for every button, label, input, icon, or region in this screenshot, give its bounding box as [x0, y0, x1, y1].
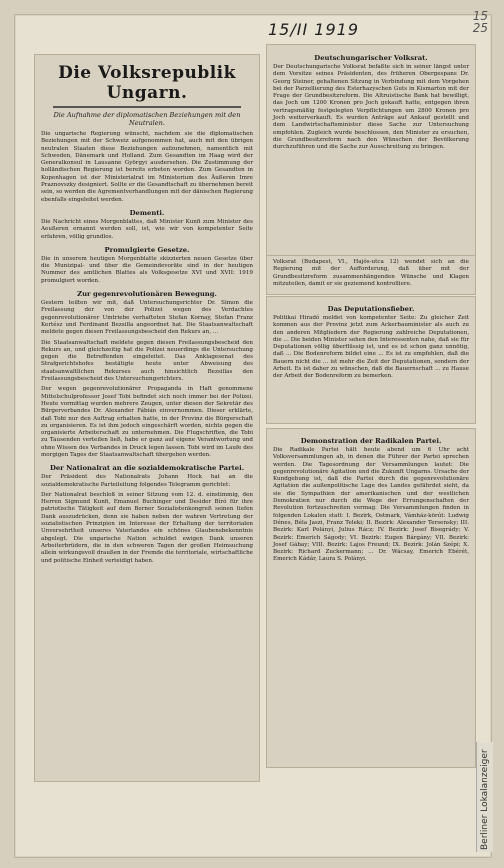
- article-paragraph: Politikai Hiradó meldet von kompetenter Seite: Zu gleicher Zeit kommen aus der Provinz jetzt zum Ackerbauminister als auch zu den anderen Mitgliedern der Regierung zahlreiche Deputationen, die ... Die beiden Minister sehen den Interessenten nahe, daß sie für Deputationen völlig überflüssig ist, und es ist schon ganz unnötig, daß ... Die Bodenreform bildet eine ... Es ist zu empfehlen, daß die Bauern nicht die ... ist mehr die Zeit der Deputationen, sondern der Arbeit. Es ist daher zu wünschen, daß die Bauernschaft ... zu Hause der Arbeit der Bodenreform zu bemerken.: [273, 315, 469, 380]
- main-headline: Die Volksrepublik Ungarn.: [58, 63, 236, 103]
- clipping-deputationsfieber: [266, 296, 476, 424]
- section-heading-dementi: Dementi.: [129, 208, 165, 217]
- clipping-title: Demonstration der Radikalen Partei.: [300, 437, 442, 445]
- section-heading-nationalrat: Der Nationalrat an die sozialdemokratische Partei.: [49, 464, 245, 473]
- article-paragraph: Der Deutschungarische Volksrat befaßte sich in seiner längst unter dem Vorsitze seines Präsidenten, des früheren Obergespans Dr. Georg Steiner, gehaltenen Sitzung in Verbindung mit dem Vorgehen bei der Parzellierung des Esterhazyschen Guts in Kismarton mit der Frage der Grundbesitzreform. Die Altruistische Bank hat bewilligt, das Joch um 1200 Kronen pro Joch gekauft hatte, entgegen ihren vertragsmäßig festgelegten Verpflichtungen um 2800 Kronen pro Joch weiterverkauft. Es wurden Anträge auf Ankauf gestellt und dem Landwirtschaftsminister diese Sache zur Untersuchung empfohlen. Zugleich wurde beschlossen, den Minister zu ersuchen, die Grundbesitzreform nach den Wünschen der Bevölkerung durchzuführen und die Sache zur Ausschreitung zu bringen.: [273, 64, 469, 151]
- section-heading-gegenrevolution: Zur gegenrevolutionären Bewegung.: [77, 290, 217, 299]
- article-paragraph: Die Staatsanwaltschaft meldete gegen diesen Freilassungsbescheid den Rekurs an, und gleichzeitig hat die Polizei neuerdings die Untersuchung gegen die Betreffenden eingeleitet. Das Anklagesenat des Strafgerichtshofes bestätigte heute unter Abweisung des staatsanwaltlichen Rekurses auch hinsichtlich Bezsillas den Freilassungsbescheid des Untersuchungsrichters.: [41, 339, 253, 383]
- section-heading-gesetze: Promulgierte Gesetze.: [104, 245, 190, 254]
- newspaper-name-strip: [476, 742, 493, 852]
- article-paragraph: Die Nachricht eines Morgenblattes, daß Minister Kunfi zum Minister des Aeußeren ernannt werden soll, ist, wie wir von kompetenter Seite erfahren, völlig grundlos.: [41, 218, 253, 240]
- clipping-volksrat: [266, 44, 476, 257]
- divider: [53, 106, 241, 108]
- newspaper-name: Berliner Lokalanzeiger: [480, 749, 490, 850]
- article-paragraph: Volksrat (Budapest, VI., Hajós-utca 12) wendet sich an die Regierung mit der Aufforderung, daß über mit der Grundbesitzreform zusammenhängenden Wünsche und Klagen mitzuteilen, damit er sie geziemend kontrolliere.: [273, 259, 469, 287]
- archive-number: 15 25: [472, 9, 488, 35]
- article-paragraph: Der Nationalrat beschloß in seiner Sitzung vom 12. d. einstimmig, den Herren Sigmund Kunfi, Emanuel Buchinger und Desider Bíró für ihre patriotische Tätigkeit auf dem Berner Sozialistenkongreß seinen tiefen Dank auszudrücken, denn sie haben neben der wahren Vertretung der sozialistischen Prinzipien im Interesse der Erhaltung der territorialen Unversehrtheit unseres Vaterlandes ein schönes Glaubensbekenntnis abgelegt. Die ungarische Nation schuldet ewigen Dank unseren Arbeiterbrüdern, die in den schweren Tagen der großen Heimsuchung allein wirkungsvoll draußen in der Fremde die territoriale, wirtschaftliche und politische Einheit verteidigt haben.: [41, 491, 253, 564]
- clipping-title: Deutschungarischer Volksrat.: [314, 54, 428, 62]
- clipping-volksrat-continued: [266, 255, 476, 295]
- handwritten-date: 15/II 1919: [268, 20, 359, 39]
- article-paragraph: Der wegen gegenrevolutionärer Propaganda in Haft genommene Mittelschulprofessor Josef Tobi befindet sich noch immer bei der Polizei. Heute vormittag wurden mehrere Zeugen, unter diesen der Sekretär des Bürgerverbandes Dr. Alexander Fábián einvernommen. Dieser erklärte, daß Tobi nur den Auftrag erhalten hatte, in der Provinz die Bürgerschaft zu organisieren. Es ist ihm jedoch eingeschärft worden, nichts gegen die organisierte Arbeiterschaft zu unternehmen. Die Flugschriften, die Tobi zu Tausenden verteilen ließ, habe er ganz auf eigene Verantwortung und ohne Wissen des Verbandes in Druck legen lassen. Tobi wird im Laufe des morgigen Tages der Staatsanwaltschaft übergeben werden.: [41, 386, 253, 458]
- article-paragraph: Die ungarische Regierung wünscht, nachdem sie die diplomatischen Beziehungen mit der Schweiz aufgenommen hat, auch mit den übrigen neutralen Staaten diese Beziehungen aufzunehmen, namentlich mit Schweden, Dänemark und Holland. Zum Gesandten im Haag wird der Generalkonsul in Lausanne Györgyi ausdersehen. Die Zustimmung der holländischen Regierung ist bereits erbeten worden. Zum Gesandten in Kopenhagen ist der Ministerialrat im Ministerium des Äußeren Imre Praznovszky designiert. Sollte er die Gesandtschaft zu übernehmen bereit sein, so werden die Agrementverhandlungen mit der dänischen Regierung ebenfalls eingeleitet werden.: [41, 131, 253, 203]
- article-paragraph: Der Präsident des Nationalrats Johann Hock hat an die sozialdemokratische Parteileitung folgendes Telegramm gerichtet:: [41, 474, 253, 488]
- clipping-title: Das Deputationsfieber.: [327, 305, 415, 313]
- clipping-left-column: [34, 54, 260, 782]
- article-paragraph: Die in unserem heutigen Morgenblatte skizzierten neuen Gesetze über die Munizipal- und über die Gemeindevoräte sind in der heutigen Nummer des amtlichen Blattes als Volksgesetze XVI und XVII: 1919 promulgiert worden.: [41, 255, 253, 284]
- article-paragraph: Die Radikale Partei hält heute abend um 6 Uhr acht Volksversammlungen ab, in denen die Führer der Partei sprechen werden. Die Tagesordnung der Versammlungen lautet: Die gegenrevolutionäre Agitation und die Zukunft Ungarns. Ursache der Kundgebung ist, daß die Partei durch die gegenrevolutionäre Agitation die außenpolitische Lage des Landes gefährdet sieht, da sie die Sympathien der amerikanischen und der westlichen Demokratien nur durch die Wege der Errungenschaften der Revolution fortzuschreiten vermag. Die Versammlungen finden in folgenden Lokalen statt: I. Bezirk, Ostmark, Vámház-körút: Ludwig Dénes, Béla Jaszi, Franz Teleki; II. Bezirk: Alexander Tersensky; III. Bezirk: Karl Polányi, Julius Rácz; IV. Bezirk: Josef Bisegrády; V. Bezirk: Emerich Ságody; VI. Bezirk: Eugen Bárgány; VII. Bezirk: Josef Gábay; VIII. Bezirk: Lajos Freund; IX. Bezirk: Jolán Szépi; X. Bezirk: Richard Zuckermann; ... Dr. Wácsay, Emerich Ebérét, Emerich Kádár, Laura S. Polányi.: [273, 447, 469, 563]
- article-paragraph: Gestern teilten wir mit, daß Untersuchungsrichter Dr. Simon die Freilassung der von der Polizei wegen des Verdachtes gegenrevolutionärer Umtriebe verhafteten Stefan Kornay, Stefan Franz Kertész und Ferdinand Bezsilla angeordnet hat. Die Staatsanwaltschaft meldete gegen diesen Freilassungsbescheid den Rekurs an, ...: [41, 300, 253, 336]
- clipping-radikale-partei: [266, 428, 476, 768]
- subheadline: Die Aufnahme der diplomatischen Beziehungen mit den Neutralen.: [53, 111, 241, 127]
